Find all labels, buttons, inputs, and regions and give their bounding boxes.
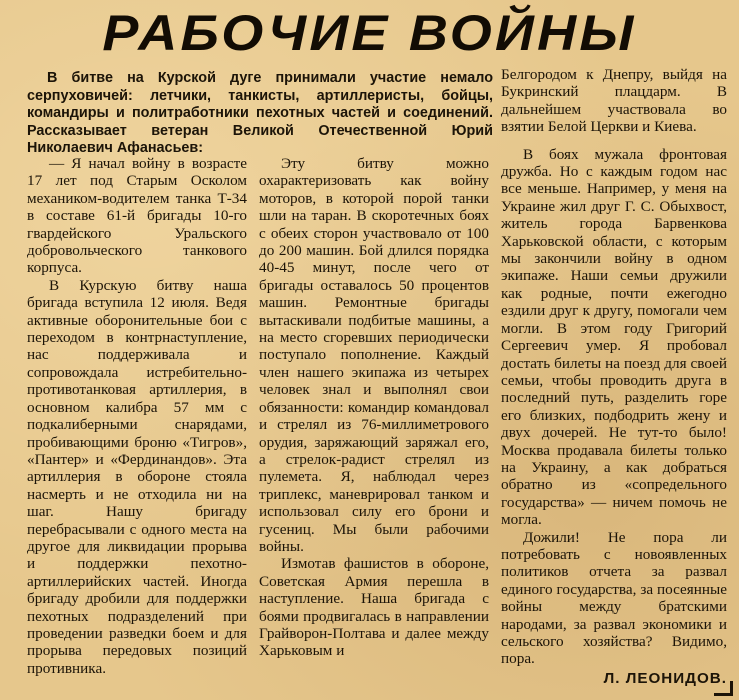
corner-mark	[714, 681, 733, 696]
paragraph: В Курскую битву наша бригада вступила 12 июля. Ведя активные оборонительные бои с переходом в контрнаступление, нас поддерживала и сопровождала истребительно-противотанковая артиллерия, в основном калибра 57 мм с подкалиберными снарядами, пробивающими броню «Тигров», «Пантер» и «Фердинандов». Эта артиллерия в обороне стояла насмерть и не отходила ни на шаг. Нашу бригаду перебрасывали с одного места на другое для ликвидации прорыва и поддержки пехотно-артиллерийских частей. Иногда бригаду дробили для поддержки пехотных подразделений при проведении разведки боем и для прорыва передовых позиций противника.	[27, 276, 247, 677]
lead-paragraph: В битве на Курской дуге принимали участие немало серпуховичей: летчики, танкисты, артиллеристы, бойцы, командиры и политработники пехотных частей и соединений. Рассказывает ветеран Великой Отечественной Юрий Николаевич Афанасьев:	[27, 70, 493, 157]
column-3	[501, 66, 727, 687]
paragraph: — Я начал войну в возрасте 17 лет под Старым Осколом механиком-водителем танка Т-34 в составе 61-й бригады 10-го гвардейского Уральского добровольческого танкового корпуса.	[27, 155, 247, 277]
author-signature: Л. ЛЕОНИДОВ.	[603, 669, 727, 687]
paragraph: В боях мужала фронтовая дружба. Но с каждым годом нас все меньше. Например, у меня на Украине жил друг Г. С. Обыхвост, житель города Барвенкова Харьковской области, с которым мы закончили войну в одном экипаже. Наши семьи дружили как родные, почти ежегодно ездили друг к другу, помогали чем могли. В этом году Григорий Сергеевич умер. Я пробовал достать билеты на поезд для своей семьи, чтобы проводить друга в последний путь, разделить горе его близких, подбодрить жену и двух дочерей. Не тут-то было! Москва продавала билеты только на Украину, а как добраться обратно из «сопредельного государства» — ничем помочь не могла.	[501, 145, 727, 529]
paragraph: Измотав фашистов в обороне, Советская Армия перешла в наступление. Наша бригада с боями продвигалась в направлении Грайворон-Полтава и далее между Харьковым и	[259, 555, 489, 660]
column-2	[259, 155, 489, 660]
paragraph: Эту битву можно охарактеризовать как войну моторов, в которой порой танки шли на таран. В скоротечных боях с обеих сторон участвовало от 100 до 200 машин. Бой длился порядка 40-45 минут, после чего от бригады оставалось 50 процентов машин. Ремонтные бригады вытаскивали подбитые машины, а на место сгоревших периодически поступало пополнение. Каждый член нашего экипажа из четырех человек знал и выполнял свои обязанности: командир командовал и стрелял из 76-миллиметрового орудия, заряжающий заряжал его, а стрелок-радист стрелял из пулемета. Я, наблюдал через триплекс, маневрировал танком и использовал силу его брони и гусениц. Мы были рабочими войны.	[259, 155, 489, 555]
paragraph: Дожили! Не пора ли потребовать с новоявленных политиков отчета за развал единого государства, за посеянные войны между братскими народами, за развал экономики и сельского хозяйства? Видимо, пора.	[501, 528, 727, 668]
paragraph: Белгородом к Днепру, выйдя на Букринский плацдарм. В дальнейшем участвовала во взятии Белой Церкви и Киева.	[501, 66, 727, 136]
article-lead	[27, 70, 493, 158]
column-1	[27, 155, 247, 677]
article-title: РАБОЧИЕ ВОЙНЫ	[102, 5, 637, 61]
